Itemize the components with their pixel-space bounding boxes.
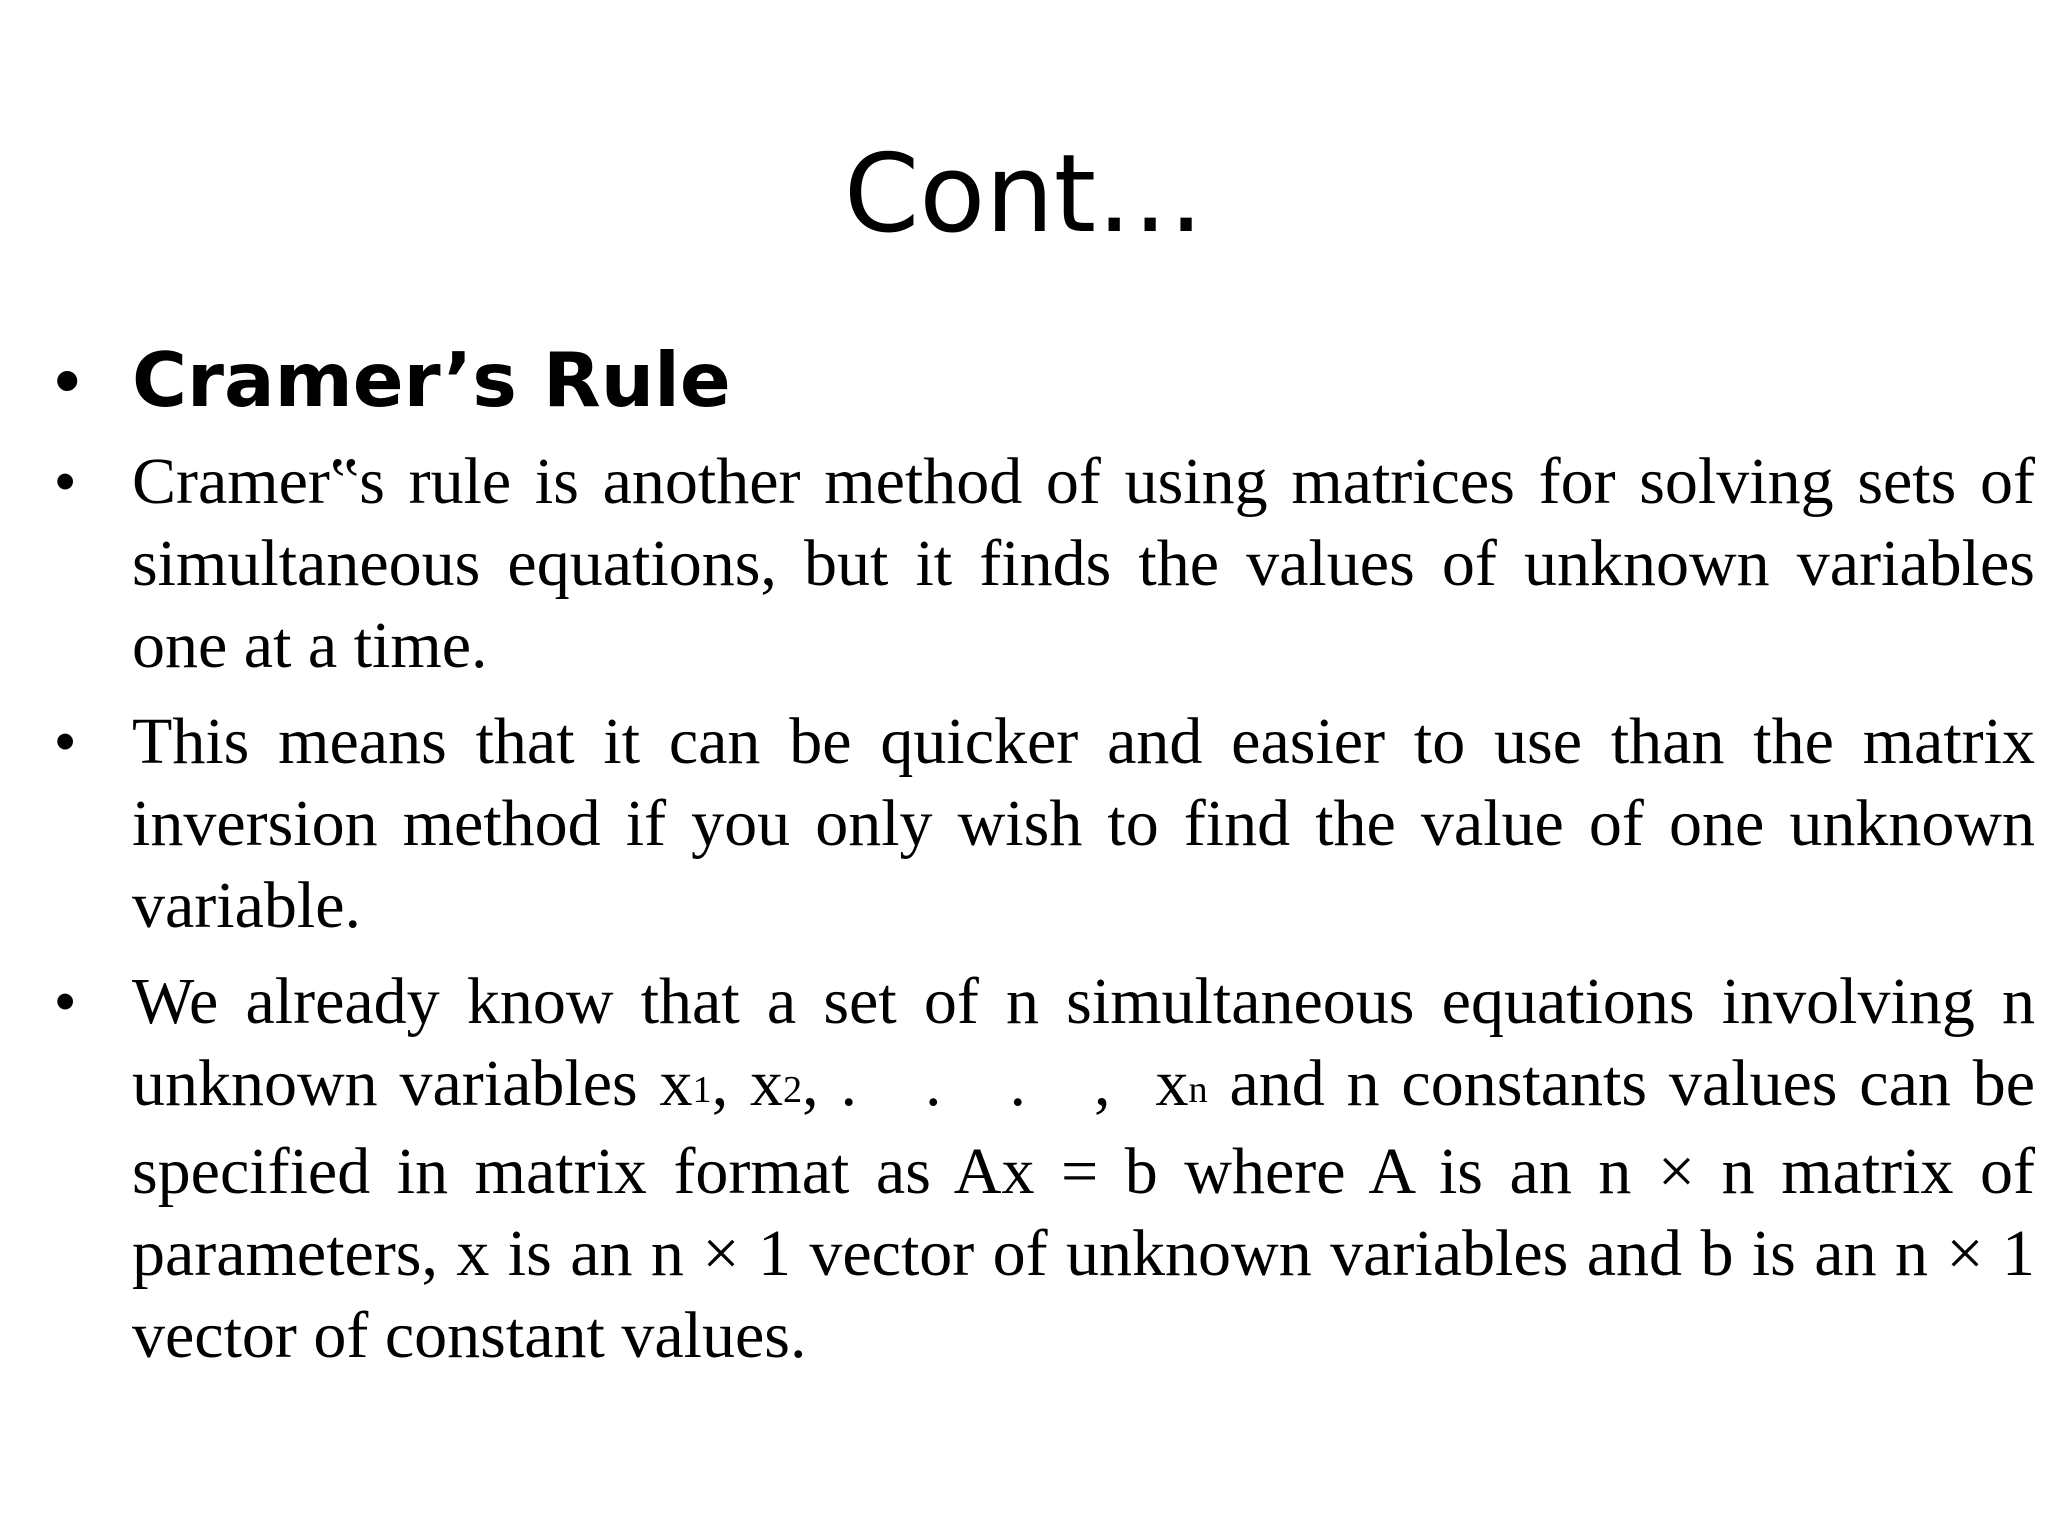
- slide-title: Cont…: [843, 132, 1205, 257]
- bullet-paragraph-3: [55, 961, 2035, 1377]
- subscript-n: n: [1188, 1068, 1208, 1111]
- subscript-2: 2: [783, 1068, 803, 1111]
- bullet-icon: •: [55, 341, 80, 419]
- subscript-1: 1: [692, 1068, 712, 1111]
- paragraph-1-text: Cramer‟s rule is another method of using matrices for solving sets of simultaneous equations, but it finds the values of unknown variables one at a time.: [132, 445, 2035, 682]
- heading-text: Cramer’s Rule: [132, 336, 731, 424]
- bullet-paragraph-2: [55, 701, 2035, 947]
- bullet-heading: [55, 330, 2035, 430]
- bullet-icon: •: [55, 709, 76, 774]
- bullet-icon: •: [55, 969, 76, 1034]
- bullet-paragraph-1: [55, 441, 2035, 687]
- variable-x1: x: [659, 1047, 693, 1120]
- separator: ,: [802, 1047, 841, 1120]
- variable-xn: x: [1155, 1047, 1189, 1120]
- separator: [1134, 1047, 1156, 1120]
- separator: ,: [711, 1047, 751, 1120]
- variable-x2: x: [750, 1047, 784, 1120]
- paragraph-3-intro: We already know that a set of n simultaneous equations involving n unknown variables: [132, 965, 2035, 1120]
- ellipsis: . . . ,: [840, 1047, 1134, 1120]
- bullet-icon: •: [55, 449, 76, 514]
- paragraph-3-rest: and n constants values can be specified in matrix format as Ax = b where A is an n × n matrix of parameters, x is an n × 1 vector of unknown variables and b is an n × 1 vector of constant values.: [132, 1047, 2036, 1372]
- bullet-list: [55, 330, 2035, 1377]
- paragraph-2-text: This means that it can be quicker and easier to use than the matrix inversion method if you only wish to find the value of one unknown variable.: [132, 705, 2035, 942]
